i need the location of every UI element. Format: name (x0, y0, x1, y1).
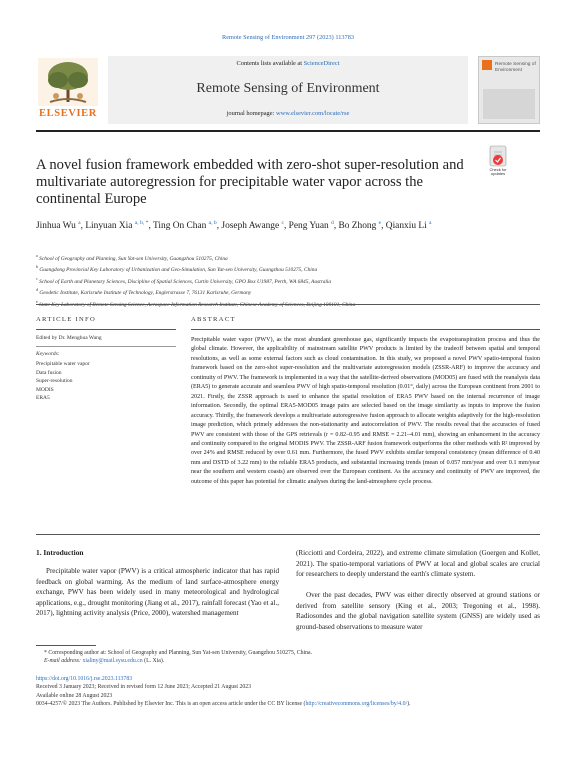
author-item (386, 221, 432, 231)
email-label: E-mail address: (44, 658, 83, 665)
publisher-name: ELSEVIER (39, 108, 97, 119)
introduction-paragraph-left: Precipitable water vapor (PWV) is a critical atmospheric indicator that has rapid feedback on global warming. As the medium of land surface-atmosphere energy exchange, PWV has been widely used in many meteorological and hydrological applications, e.g., drought monitoring (Jiang et al., 2017), rainfall forecast (Yao et al., 2017), lightning activity analysis (Price, 2000), watershed management (36, 567, 279, 618)
homepage-prefix: journal homepage: (226, 110, 276, 117)
contents-prefix: Contents lists available at (236, 60, 304, 67)
introduction-paragraph-right-1: (Ricciotti and Cordeira, 2022), and extreme climate simulation (Goergen and Kollet, 2021). The spatio-temporal variations of PWV at local and global scales are crucial for researchers to deeply understand the earth's climate system. (296, 549, 540, 579)
affiliation-text: Guangdong Provincial Key Laboratory of Urbanization and Geo-Simulation, Sun Yat-sen University, Guangzhou 510275, China (38, 267, 318, 274)
article-history: Received 3 January 2023; Received in revised form 12 June 2023; Accepted 21 August 2023 (36, 684, 252, 691)
affiliation-marker: a (36, 253, 38, 258)
author-name: Joseph Awange (221, 221, 280, 232)
author-name: Jinhua Wu (36, 221, 76, 232)
author-separator: , (148, 221, 153, 232)
abstract-divider (191, 329, 540, 330)
author-name: Linyuan Xia (85, 221, 133, 232)
author-separator: , (333, 221, 339, 232)
header-divider (36, 130, 540, 132)
affiliation-item (36, 263, 540, 274)
article-info-divider (36, 329, 176, 330)
cover-logo-icon (482, 60, 492, 70)
introduction-heading: 1. Introduction (36, 548, 84, 557)
author-affiliation-marker[interactable]: c (281, 220, 284, 226)
sciencedirect-link[interactable]: ScienceDirect (303, 60, 340, 67)
affiliation-text: Geodetic Institute, Karlsruhe Institute of Technology, Englerstrasse 7, 76131 Karlsruhe, Germany (38, 289, 252, 296)
keyword-item: ERA5 (36, 395, 50, 402)
cover-title: Remote Sensing of Environment (495, 62, 536, 73)
author-separator: , (381, 221, 386, 232)
available-online: Available online 28 August 2023 (36, 692, 113, 699)
license-prefix: 0034-4257/© 2023 The Authors. Published by Elsevier Inc. This is an open access article under the CC BY license ( (36, 701, 306, 708)
keywords-label: Keywords: (36, 351, 60, 357)
license-line (36, 700, 540, 708)
author-affiliation-marker[interactable]: a, b (208, 220, 217, 226)
author-affiliation-marker[interactable]: d (331, 220, 334, 226)
footer (36, 675, 540, 709)
editor-divider (36, 346, 176, 347)
author-name: Peng Yuan (288, 221, 329, 232)
author-name: Qianxiu Li (385, 221, 427, 232)
journal-reference[interactable]: Remote Sensing of Environment 297 (2023) 113783 (222, 34, 354, 41)
article-title: A novel fusion framework embedded with zero-shot super-resolution and multivariate autoregression for precipitable water vapor across the continental Europe (36, 157, 464, 207)
keyword-item: Data fusion (36, 369, 62, 376)
homepage-link[interactable]: www.elsevier.com/locate/rse (275, 110, 350, 117)
author-item (289, 221, 339, 231)
author-separator: , (80, 221, 86, 232)
footnote-divider (36, 645, 96, 646)
homepage-line (108, 110, 468, 117)
keyword-list (36, 360, 156, 403)
author-name: Ting On Chan (153, 221, 207, 232)
check-updates-label: Check for updates (489, 167, 507, 177)
cover-image (483, 89, 535, 119)
author-separator: , (216, 221, 222, 232)
license-link[interactable]: http://creativecommons.org/licenses/by/4.0/ (305, 701, 408, 708)
affiliation-marker: e (36, 298, 38, 304)
check-updates-icon (484, 144, 512, 168)
abstract-heading: ABSTRACT (191, 316, 236, 323)
author-affiliation-marker[interactable]: e (378, 220, 382, 226)
contents-line (108, 60, 468, 67)
affiliation-text: School of Earth and Planetary Sciences, Discipline of Spatial Sciences, Curtin University, GPO Box U1987, Perth, WA 6845, Australia (37, 278, 332, 285)
author-item (221, 221, 288, 231)
author-item (153, 221, 221, 231)
author-affiliation-marker[interactable]: a (78, 220, 81, 226)
affiliation-marker: d (36, 287, 38, 293)
affiliation-item (36, 275, 540, 286)
introduction-paragraph-right-2: Over the past decades, PWV was either directly observed at ground stations or derived from satellite sensory (King et al., 2003; Tregoning et al., 1998). Radiosondes and the global navigation satellite system (GNSS) are widely used as ground-based observations to measure water (296, 591, 540, 631)
corresponding-author: Corresponding author at: School of Geography and Planning, Sun Yat-sen University, Guangzhou 510275, China. (48, 650, 313, 656)
author-item (85, 221, 153, 231)
keyword-item: Super-resolution (36, 378, 73, 385)
author-item (339, 221, 386, 231)
license-suffix: ). (407, 701, 411, 708)
author-name: Bo Zhong (338, 221, 377, 232)
footnote (36, 649, 548, 666)
affiliation-list (36, 252, 540, 309)
affiliation-item (36, 286, 540, 297)
affiliation-marker: c (36, 275, 38, 281)
affiliation-item (36, 252, 540, 263)
editor-note: Edited by Dr. Menghua Wang (36, 335, 102, 341)
keyword-item: MODIS (36, 386, 54, 393)
keyword-item: Precipitable water vapor (36, 361, 90, 367)
abstract-end-divider (36, 534, 540, 535)
author-affiliation-marker[interactable]: a (429, 220, 432, 226)
affiliation-divider (36, 304, 540, 305)
email-link[interactable]: xialiny@mail.sysu.edu.cn (82, 658, 143, 665)
check-for-updates-button[interactable] (484, 144, 512, 178)
article-info-heading: ARTICLE INFO (36, 316, 97, 323)
affiliation-text: School of Geography and Planning, Sun Yat-sen University, Guangzhou 510275, China (37, 255, 228, 262)
author-item (36, 221, 85, 231)
author-separator: , (283, 221, 289, 232)
journal-cover[interactable] (478, 56, 540, 124)
journal-title[interactable]: Remote Sensing of Environment (196, 81, 380, 96)
email-suffix: (L. Xia). (142, 658, 165, 665)
author-list (36, 217, 536, 233)
affiliation-marker: b (36, 264, 38, 270)
abstract-text: Precipitable water vapor (PWV), as the most abundant greenhouse gas, significantly impacts the evapotranspiration process and thus the global climate. However, the applicability of mainstream satellite PWV products is limited by the tradeoff between spatial and temporal resolutions, as well as some external factors such as cloud contamination. In this study, we proposed a novel PWV spatio-temporal fusion framework based on the zero-shot super-resolution and the multivariate autoregression models (ZSSR-ARF) to improve the accuracy and continuity of PWV. The framework is implemented in a way that the satellite-derived observations (MOD05) are fused with the reanalysis data (ERA5) to generate accurate and seamless PWV of high spatio-temporal resolution (0.01°, daily) across the European continent from 2001 to 2021. Firstly, the ZSSR approach is used to enhance the spatial resolution of ERA5 PWV based on the internal recurrence of image information. Secondly, the optimal ERA5-MOD05 image pairs are selected based on the image similarity as inputs to improve the fusion accuracy. Thirdly, the framework develops a multivariate autoregressive fusion approach to allocate weights adaptively for the high-resolution image prediction, which primely addresses the non-stationarity and autocorrelation of PWV. The results reveal that the accuracies of fused PWV are consistent with those of the GPS retrievals (r = 0.82–0.95 and RMSE = 2.21–4.01 mm), showing an enhancement in the accuracy and continuity compared to the original MODIS PWV. The ZSSR-ARF fusion framework outperforms the other methods with R² improved by over 24% and RMSE reduced by over 0.61 mm. Furthermore, the fused PWV exhibits similar temporal consistency (mean difference of 0.40 mm and DSTD of 3.22 mm) to the reliable ERA5 products, and substantial increasing trends (mean of 0.057 mm/year and over 0.1 mm/year near the southern and western coasts) are observed over the European continent. As the accuracy and continuity of PWV are improved, the outcome of this paper has potential for climatic analyses during the land-atmosphere cycle process. (191, 337, 540, 485)
doi-link[interactable]: https://doi.org/10.1016/j.rse.2023.113783 (36, 676, 133, 682)
author-affiliation-marker[interactable]: a, b, * (134, 220, 149, 226)
corresponding-marker: * (44, 650, 49, 656)
